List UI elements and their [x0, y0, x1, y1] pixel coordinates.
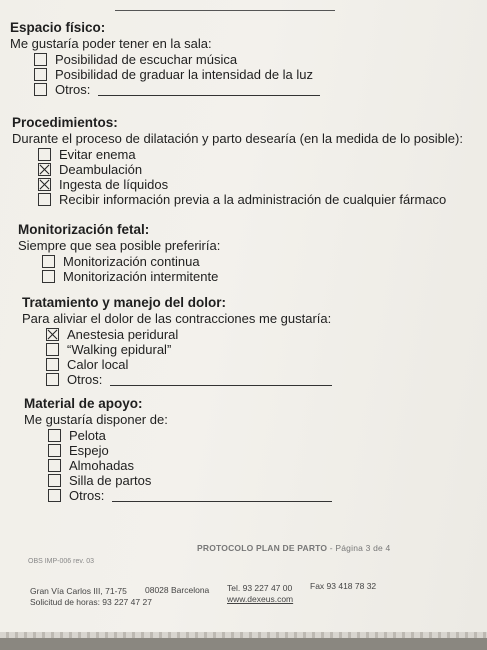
option-label: Ingesta de líquidos [59, 177, 169, 192]
footer-web-link[interactable]: www.dexeus.com [227, 594, 294, 604]
checkbox[interactable] [42, 270, 55, 283]
checkbox-checked[interactable] [38, 178, 51, 191]
footer-protocol-title [197, 543, 390, 553]
checkbox-checked[interactable] [38, 163, 51, 176]
top-rule [115, 10, 335, 11]
section-material-apoyo [24, 396, 487, 503]
section-intro: Durante el proceso de dilatación y parto desearía (en la medida de lo posible): [12, 131, 463, 146]
option-label: Monitorización intermitente [63, 269, 219, 284]
option-ingesta-liquidos[interactable] [38, 177, 482, 192]
section-intro: Me gustaría poder tener en la sala: [10, 36, 212, 51]
checkbox[interactable] [38, 148, 51, 161]
option-silla-partos[interactable] [48, 473, 487, 488]
checkbox[interactable] [48, 444, 61, 457]
option-label: Calor local [67, 357, 129, 372]
option-espejo[interactable] [48, 443, 487, 458]
option-label: “Walking epidural” [67, 342, 172, 357]
section-title: Espacio físico: [10, 20, 106, 35]
section-title: Material de apoyo: [24, 396, 143, 411]
checkbox[interactable] [34, 53, 47, 66]
option-label: Recibir información previa a la administración de cualquier fármaco [59, 192, 447, 207]
otros-fill-line[interactable] [98, 84, 320, 96]
option-label: Espejo [69, 443, 109, 458]
section-title: Monitorización fetal: [18, 222, 150, 237]
checkbox[interactable] [48, 489, 61, 502]
option-almohadas[interactable] [48, 458, 487, 473]
option-label: Monitorización continua [63, 254, 200, 269]
footer-zip: 08028 Barcelona [145, 585, 210, 595]
option-label: Deambulación [59, 162, 143, 177]
section-intro: Siempre que sea posible preferiría: [18, 238, 221, 253]
footer-appointments: Solicitud de horas: 93 227 47 27 [30, 597, 152, 607]
section-espacio-fisico [10, 20, 480, 97]
option-deambulacion[interactable] [38, 162, 482, 177]
option-evitar-enema[interactable] [38, 147, 482, 162]
footer-fax: Fax 93 418 78 32 [310, 581, 377, 591]
checkbox[interactable] [46, 358, 59, 371]
option-otros[interactable] [34, 82, 480, 97]
option-label: Otros: [67, 372, 103, 387]
checkbox[interactable] [46, 373, 59, 386]
option-label: Otros: [69, 488, 105, 503]
checkbox-checked[interactable] [46, 328, 59, 341]
option-label: Evitar enema [59, 147, 136, 162]
checkbox[interactable] [46, 343, 59, 356]
section-intro: Me gustaría disponer de: [24, 412, 168, 427]
checkbox[interactable] [34, 83, 47, 96]
option-label: Posibilidad de escuchar música [55, 52, 238, 67]
checkbox[interactable] [42, 255, 55, 268]
option-monitorizacion-continua[interactable] [42, 254, 487, 269]
option-walking-epidural[interactable] [46, 342, 487, 357]
section-tratamiento-dolor [22, 295, 487, 387]
option-label: Anestesia peridural [67, 327, 179, 342]
checkbox[interactable] [48, 474, 61, 487]
option-label: Almohadas [69, 458, 135, 473]
option-label: Otros: [55, 82, 91, 97]
option-informacion-farmaco[interactable] [38, 192, 482, 207]
checkbox[interactable] [48, 459, 61, 472]
section-title: Tratamiento y manejo del dolor: [22, 295, 227, 310]
otros-fill-line[interactable] [112, 490, 332, 502]
section-intro: Para aliviar el dolor de las contracciones me gustaría: [22, 311, 332, 326]
option-luz[interactable] [34, 67, 480, 82]
protocol-name: PROTOCOLO PLAN DE PARTO [197, 543, 328, 553]
option-calor-local[interactable] [46, 357, 487, 372]
option-anestesia-peridural[interactable] [46, 327, 487, 342]
perforated-edge [0, 632, 487, 638]
option-label: Posibilidad de graduar la intensidad de la luz [55, 67, 314, 82]
footer-address: Gran Vía Carlos III, 71-75 [30, 586, 127, 596]
document-reference: OBS IMP-006 rev. 03 [28, 558, 95, 565]
option-label: Silla de partos [69, 473, 152, 488]
option-pelota[interactable] [48, 428, 487, 443]
option-label: Pelota [69, 428, 106, 443]
checkbox[interactable] [48, 429, 61, 442]
otros-fill-line[interactable] [110, 374, 332, 386]
section-title: Procedimientos: [12, 115, 118, 130]
option-monitorizacion-intermitente[interactable] [42, 269, 487, 284]
section-monitorizacion-fetal [18, 222, 487, 284]
option-otros[interactable] [46, 372, 487, 387]
footer-tel: Tel. 93 227 47 00 [227, 583, 293, 593]
section-procedimientos [12, 115, 482, 207]
option-otros[interactable] [48, 488, 487, 503]
checkbox[interactable] [38, 193, 51, 206]
option-musica[interactable] [34, 52, 480, 67]
page-number: - Página 3 de 4 [327, 543, 391, 553]
checkbox[interactable] [34, 68, 47, 81]
